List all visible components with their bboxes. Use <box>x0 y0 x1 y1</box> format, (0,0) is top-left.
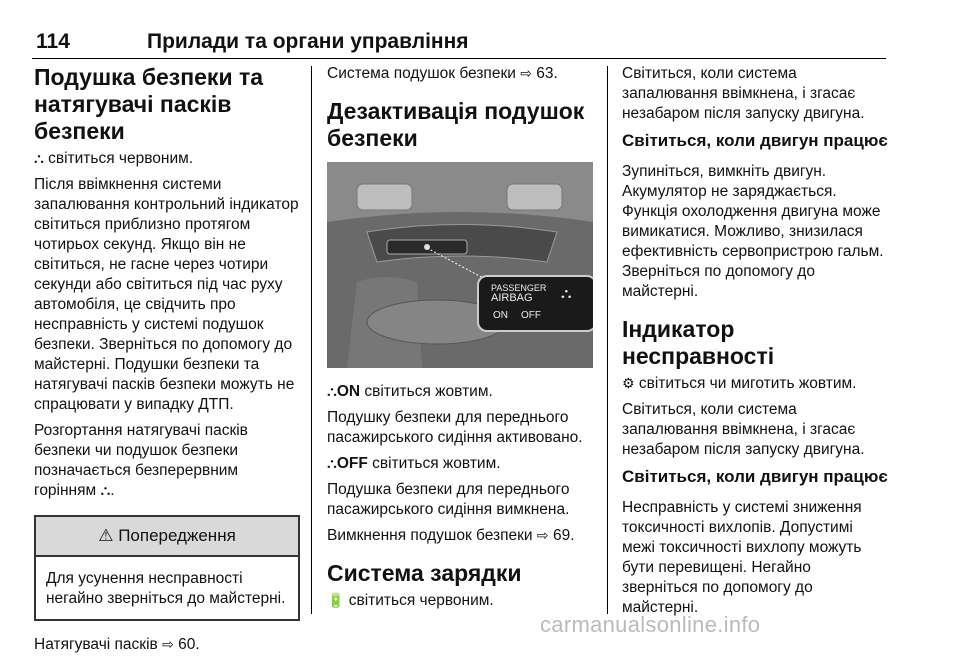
mil-text: світиться чи миготить жовтим. <box>638 375 857 392</box>
callout-on: ON <box>493 310 508 321</box>
on-text: світиться жовтим. <box>364 383 493 400</box>
airbag-off-icon: ⛬ <box>327 456 337 472</box>
deploy-paragraph: Розгортання натягувачі пасків безпеки чи подушок безпеки позначається безперервним горінням ⛬. <box>34 422 248 499</box>
section-heading-airbag: Подушка безпеки та натягувачі пасків безпеки <box>34 64 264 144</box>
callout-label-airbag: AIRBAG <box>491 292 533 304</box>
chapter-title: Прилади та органи управління <box>147 30 469 53</box>
emissions-paragraph: Несправність у системі зниження токсичності вихлопів. Допустимі межі токсичності вихлопу можуть бути перевищені. Негайно зверніться по допомогу до майстерні. <box>622 499 862 616</box>
warning-title: Попередження <box>118 526 236 545</box>
section-heading-charging: Система зарядки <box>327 560 522 586</box>
page-number: 114 <box>36 30 70 53</box>
ignition-lit-paragraph-2: Світиться, коли система запалювання ввімкнена, і згасає незабаром після запуску двигуна. <box>622 401 865 458</box>
warning-text: Для усунення несправності негайно зверніться до майстерні. <box>46 570 286 607</box>
column-2 <box>327 64 597 617</box>
column-divider-1 <box>311 66 312 614</box>
column-3 <box>622 64 888 624</box>
mil-indicator-line <box>622 374 888 394</box>
airbag-icon: ⛬ <box>34 151 44 167</box>
on-indicator-line <box>327 382 597 402</box>
system-text: Система подушок безпеки <box>327 65 516 82</box>
subheading-engine-running-2: Світиться, коли двигун працює <box>622 467 888 486</box>
disable-page: 69. <box>552 527 575 544</box>
column-divider-2 <box>607 66 608 614</box>
page-ref-icon: ⇨ <box>536 528 549 544</box>
pretensioners-page: 60. <box>178 636 200 653</box>
airbag-indicator-text: світиться червоним. <box>48 150 194 167</box>
page-header <box>32 30 886 56</box>
header-divider <box>32 58 886 59</box>
charge-indicator-line <box>327 591 597 611</box>
system-page: 63. <box>536 65 558 82</box>
callout-label-passenger: PASSENGER <box>491 283 547 293</box>
section-heading-deactivation: Дезактивація подушок безпеки <box>327 98 585 151</box>
disable-ref <box>327 526 597 546</box>
warning-box <box>34 515 300 621</box>
engine-icon: ⚙ <box>622 376 635 392</box>
on-label: ON <box>336 383 361 400</box>
off-label: OFF <box>336 455 368 472</box>
pretensioners-ref <box>34 635 300 655</box>
airbag-status-callout <box>477 275 593 332</box>
deploy-text: Розгортання натягувачі пасків безпеки чи подушок безпеки позначається безперервним горінням <box>34 422 248 499</box>
airbag-indicator-line <box>34 149 300 169</box>
off-text: світиться жовтим. <box>372 455 501 472</box>
warning-header <box>36 517 298 557</box>
ignition-paragraph: Після ввімкнення системи запалювання контрольний індикатор світиться приблизно протягом чотирьох секунд. Якщо він не світиться, не гасне через чотири секунди або світиться під час руху автомобіля, це свідчить про несправність у системі подушок безпеки. Зверніться по допомогу до майстерні. Подушки безпеки та натягувачі пасків безпеки можуть не спрацювати у випадку ДТП. <box>34 176 299 413</box>
pretensioners-text: Натягувачі пасків <box>34 636 158 653</box>
off-description: Подушка безпеки для переднього пасажирського сидіння вимкнена. <box>327 481 570 518</box>
ignition-lit-paragraph: Світиться, коли система запалювання ввімкнена, і згасає незабаром після запуску двигуна. <box>622 65 865 122</box>
section-heading-malfunction: Індикатор несправності <box>622 316 775 369</box>
stop-engine-paragraph: Зупиніться, вимкніть двигун. Акумулятор не заряджається. Функція охолодження двигуна може вимикатися. Можливо, знизилася ефективність сервопристрою гальм. Зверніться по допомогу до майстерні. <box>622 163 884 300</box>
page-ref-icon: ⇨ <box>520 66 532 82</box>
on-description: Подушку безпеки для переднього пасажирського сидіння активовано. <box>327 409 583 446</box>
subheading-engine-running: Світиться, коли двигун працює <box>622 131 888 150</box>
charge-text: світиться червоним. <box>348 592 494 609</box>
airbag-on-icon: ⛬ <box>327 384 337 400</box>
overhead-console-illustration <box>327 162 593 368</box>
page-ref-icon: ⇨ <box>162 637 174 653</box>
warning-icon: ⚠ <box>98 526 114 545</box>
console-illustration-svg <box>327 162 593 368</box>
column-1 <box>34 64 300 661</box>
airbag-icon: ⛬ <box>100 483 111 499</box>
airbag-off-icon: ⛬ <box>561 285 572 302</box>
site-watermark: carmanualsonline.info <box>540 612 761 637</box>
off-indicator-line <box>327 454 597 474</box>
disable-text: Вимкнення подушок безпеки <box>327 527 533 544</box>
system-ref <box>327 64 597 84</box>
battery-icon: 🔋 <box>327 593 345 609</box>
callout-off: OFF <box>521 310 541 321</box>
